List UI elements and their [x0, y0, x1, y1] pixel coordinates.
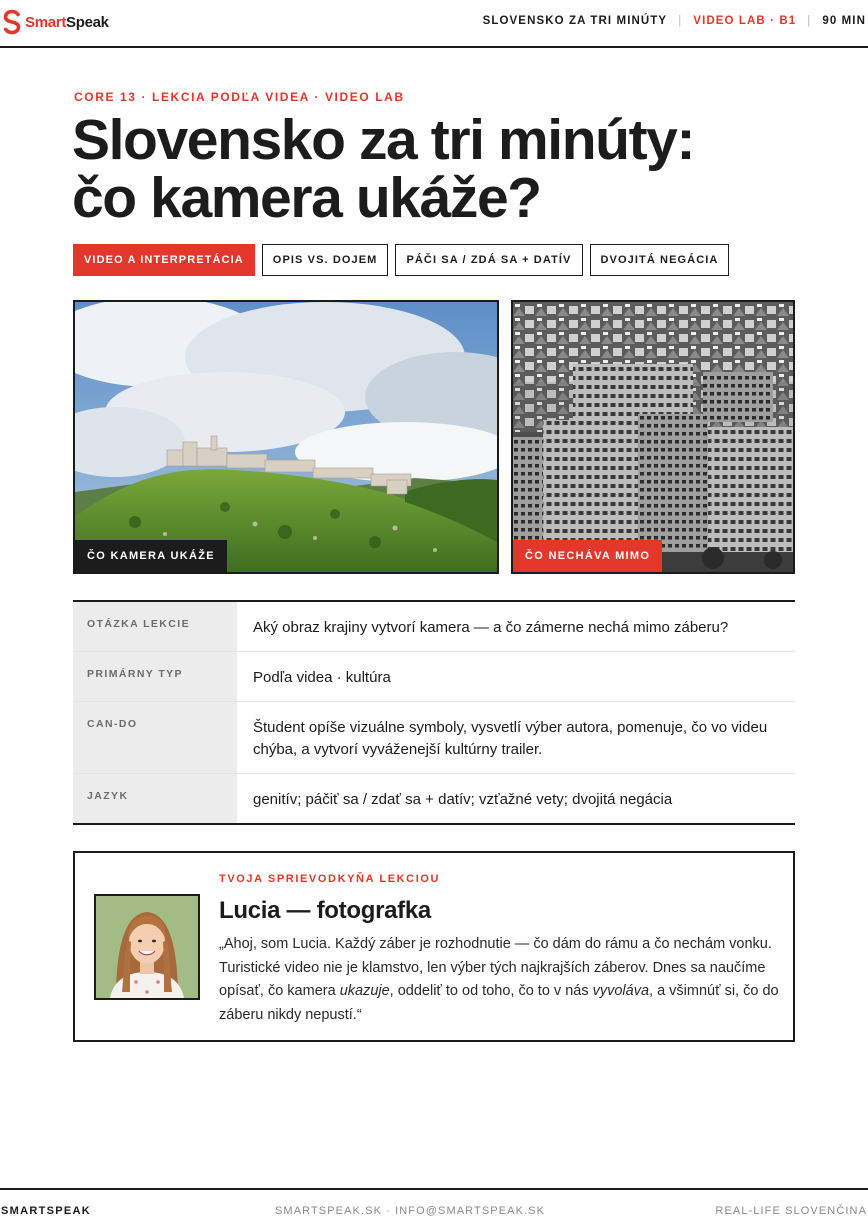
page-header — [0, 0, 868, 48]
guide-name: Lucia — fotografka — [219, 897, 431, 924]
row-value: Študent opíše vizuálne symboly, vysvetlí výber autora, pomenuje, čo vo videu chýba, a vytvorí vyváženejší kultúrny trailer. — [253, 719, 768, 758]
title-line-1: Slovensko za tri minúty: — [72, 108, 695, 172]
tag-video-interpretation[interactable]: VIDEO A INTERPRETÁCIA — [73, 244, 255, 276]
title-line-2: čo kamera ukáže? — [72, 166, 541, 230]
row-label: PRIMÁRNY TYP — [73, 652, 237, 701]
emphasis-ukazuje: ukazuje — [339, 983, 390, 999]
table-row — [73, 702, 795, 774]
page-title — [72, 108, 832, 230]
footer-brand: SMARTSPEAK — [1, 1205, 92, 1217]
page-footer — [0, 1188, 868, 1228]
row-label: CAN-DO — [73, 702, 237, 773]
smartspeak-logo-icon — [2, 9, 22, 35]
table-row — [73, 774, 795, 823]
caption-what-is-left-out: ČO NECHÁVA MIMO — [513, 540, 662, 572]
brand-name: SmartSpeak — [25, 13, 109, 31]
topic-tags — [73, 244, 736, 276]
row-value: Podľa videa · kultúra — [253, 669, 391, 686]
brand-logo[interactable] — [2, 9, 109, 35]
castle-landscape-image — [73, 300, 499, 574]
guide-portrait-illustration — [96, 896, 198, 998]
table-row — [73, 652, 795, 702]
row-value: Aký obraz krajiny vytvorí kamera — a čo zámerne nechá mimo záberu? — [253, 619, 729, 636]
header-divider: | — [807, 15, 812, 27]
footer-contact-link[interactable]: SMARTSPEAK.SK · INFO@SMARTSPEAK.SK — [275, 1205, 546, 1217]
row-value: genitív; páčiť sa / zdať sa + datív; vzťažné vety; dvojitá negácia — [253, 791, 673, 808]
row-label: JAZYK — [73, 774, 237, 823]
header-duration: 90 MIN — [822, 15, 866, 27]
caption-what-camera-shows: ČO KAMERA UKÁŽE — [75, 540, 227, 572]
lesson-eyebrow: CORE 13 · LEKCIA PODĽA VIDEA · VIDEO LAB — [74, 90, 405, 104]
guide-eyebrow: TVOJA SPRIEVODKYŇA LEKCIOU — [219, 873, 441, 885]
tag-paci-sa-dativ[interactable]: PÁČI SA / ZDÁ SA + DATÍV — [395, 244, 582, 276]
avatar — [94, 894, 200, 1000]
lesson-info-table — [73, 600, 795, 825]
header-lesson-title: SLOVENSKO ZA TRI MINÚTY — [482, 15, 668, 27]
table-row — [73, 602, 795, 652]
footer-tagline: REAL-LIFE SLOVENČINA — [715, 1205, 867, 1217]
row-label: OTÁZKA LEKCIE — [73, 602, 237, 651]
header-meta — [483, 15, 866, 27]
emphasis-vyvolava: vyvoláva — [592, 983, 650, 999]
castle-photo-illustration — [75, 302, 497, 572]
housing-blocks-illustration — [513, 302, 793, 572]
guide-card — [73, 851, 795, 1042]
guide-quote: „Ahoj, som Lucia. Každý záber je rozhodnutie — čo dám do rámu a čo nechám vonku. Turistické video nie je klamstvo, len výber tých najkrajších záberov. Dnes sa naučíme opísať, čo kamera ukazuje, oddeliť to od toho, čo to v nás vyvoláva, a všimnúť si, čo do záberu nikdy nepustí.“ — [219, 936, 779, 1023]
header-divider: | — [678, 15, 683, 27]
tag-double-negation[interactable]: DVOJITÁ NEGÁCIA — [590, 244, 730, 276]
header-level: VIDEO LAB · B1 — [693, 15, 797, 27]
tag-description-vs-impression[interactable]: OPIS VS. DOJEM — [262, 244, 389, 276]
housing-blocks-image — [511, 300, 795, 574]
